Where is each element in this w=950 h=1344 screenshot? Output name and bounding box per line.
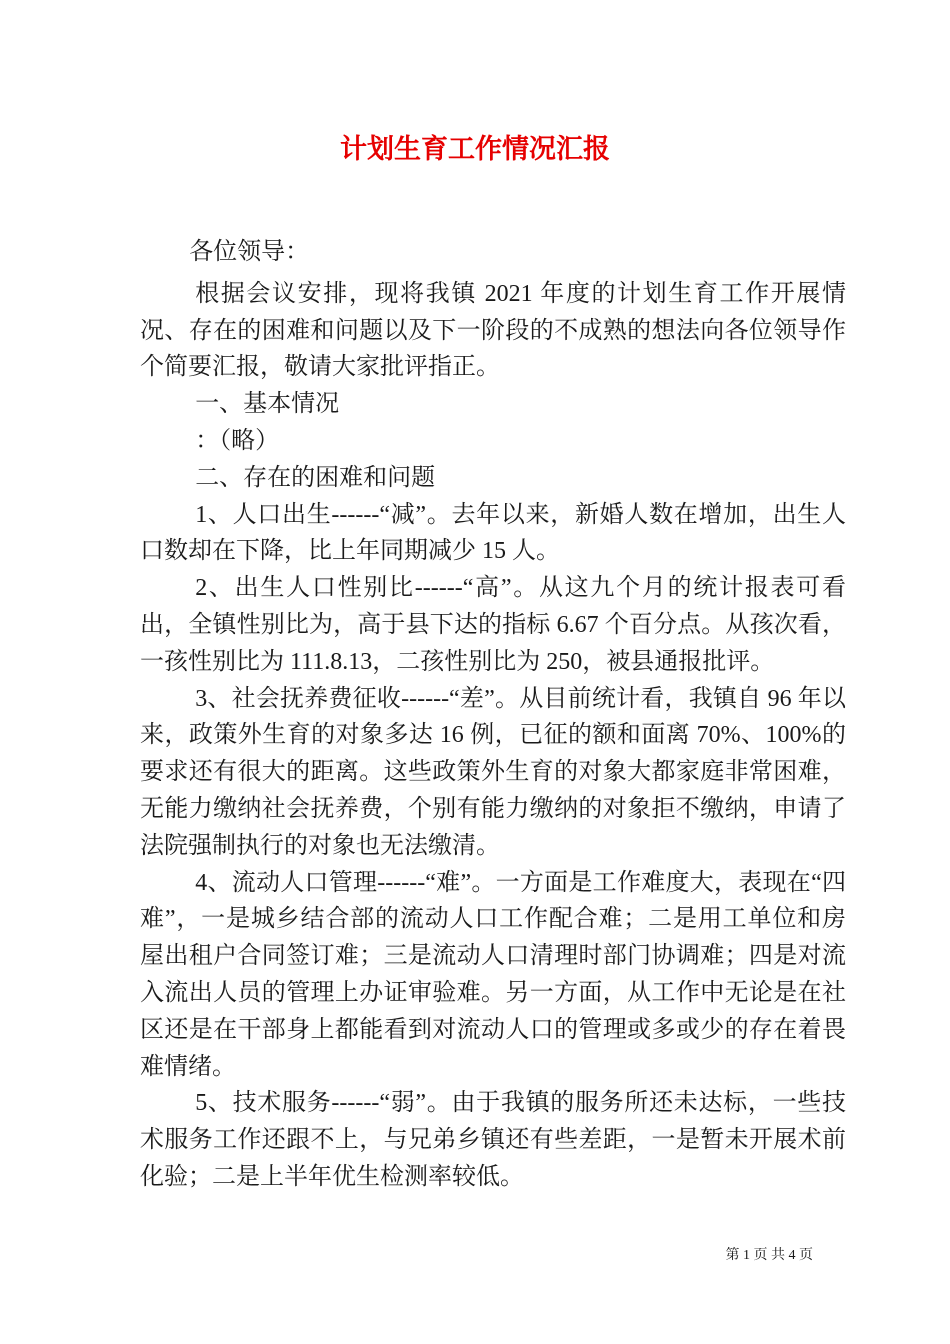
document-title: 计划生育工作情况汇报 (340, 134, 610, 165)
section-heading-difficulties: 二、存在的困难和问题 (195, 464, 436, 491)
paragraph-intro: 根据会议安排，现将我镇 2021 年度的计划生育工作开展情况、存在的困难和问题以及下一阶段的不成熟的想法向各位领导作个简要汇报，敬请大家批评指正。 (140, 280, 846, 381)
document-body (140, 234, 846, 1196)
paragraph-item-4: 4、流动人口管理------“难”。一方面是工作难度大，表现在“四难”，一是城乡结合部的流动人口工作配合难；二是用工单位和房屋出租户合同签订难；三是流动人口清理时部门协调难；四是对流入流出人员的管理上办证审验难。另一方面，从工作中无论是在社区还是在干部身上都能看到对流动人口的管理或多或少的存在着畏难情绪。 (140, 869, 846, 1080)
paragraph-item-1: 1、人口出生------“减”。去年以来，新婚人数在增加，出生人口数却在下降，比上年同期减少 15 人。 (140, 501, 846, 565)
section-heading-basic-situation: 一、基本情况 (195, 391, 340, 418)
paragraph-item-2: 2、出生人口性别比------“高”。从这九个月的统计报表可看出，全镇性别比为，高于县下达的指标 6.67 个百分点。从孩次看，一孩性别比为 111.8.13，二孩性别比为 250，被县通报批评。 (140, 575, 846, 675)
paragraph-omitted: ：（略） (195, 427, 280, 454)
paragraph-item-3: 3、社会抚养费征收------“差”。从目前统计看，我镇自 96 年以来，政策外生育的对象多达 16 例，已征的额和面离 70%、100%的要求还有很大的距离。这些政策外生育的对象大都家庭非常困难，无能力缴纳社会抚养费，个别有能力缴纳的对象拒不缴纳，申请了法院强制执行的对象也无法缴清。 (140, 685, 846, 859)
paragraph-item-5: 5、技术服务------“弱”。由于我镇的服务所还未达标，一些技术服务工作还跟不上，与兄弟乡镇还有些差距，一是暂未开展术前化验；二是上半年优生检测率较低。 (140, 1090, 846, 1190)
paragraph-greeting: 各位领导： (189, 239, 310, 265)
page-number-footer: 第 1 页 共 4 页 (725, 1248, 813, 1263)
